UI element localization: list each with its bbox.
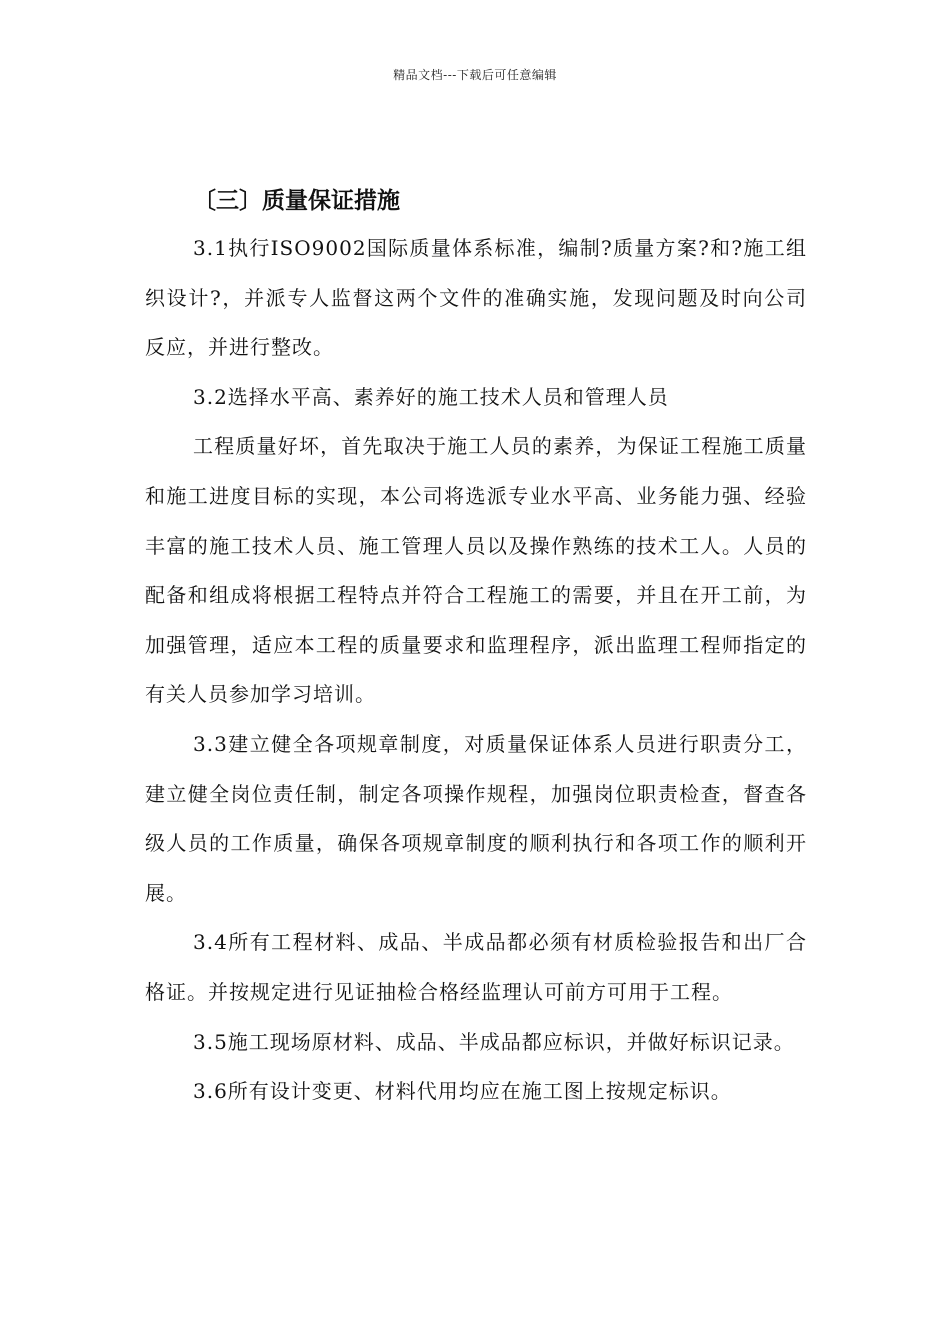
paragraph-3-5: 3.5施工现场原材料、成品、半成品都应标识，并做好标识记录。	[193, 1029, 795, 1054]
paragraph-3-6: 3.6所有设计变更、材料代用均应在施工图上按规定标识。	[193, 1079, 732, 1104]
paragraph-3-4: 3.4所有工程材料、成品、半成品都必须有材质检验报告和出厂合格证。并按规定进行见证抽检合格经监理认可前方可用于工程。	[145, 930, 807, 1004]
page-header: 精品文档---下载后可任意编辑	[393, 68, 557, 82]
paragraph-3-3: 3.3建立健全各项规章制度，对质量保证体系人员进行职责分工，建立健全岗位责任制，制定各项操作规程，加强岗位职责检查，督查各级人员的工作质量，确保各项规章制度的顺利执行和各项工作的顺利开展。	[145, 731, 807, 905]
document-body	[145, 178, 807, 1117]
paragraph-3-1: 3.1执行ISO9002国际质量体系标准，编制?质量方案?和?施工组织设计?，并派专人监督这两个文件的准确实施，发现问题及时向公司反应，并进行整改。	[145, 236, 807, 360]
section-title: 〔三〕质量保证措施	[193, 188, 400, 214]
paragraph-3-2: 3.2选择水平高、素养好的施工技术人员和管理人员	[193, 384, 669, 409]
paragraph-3-2-detail: 工程质量好坏，首先取决于施工人员的素养，为保证工程施工质量和施工进度目标的实现，本公司将选派专业水平高、业务能力强、经验丰富的施工技术人员、施工管理人员以及操作熟练的技术工人。人员的配备和组成将根据工程特点并符合工程施工的需要，并且在开工前，为加强管理，适应本工程的质量要求和监理程序，派出监理工程师指定的有关人员参加学习培训。	[145, 434, 807, 707]
